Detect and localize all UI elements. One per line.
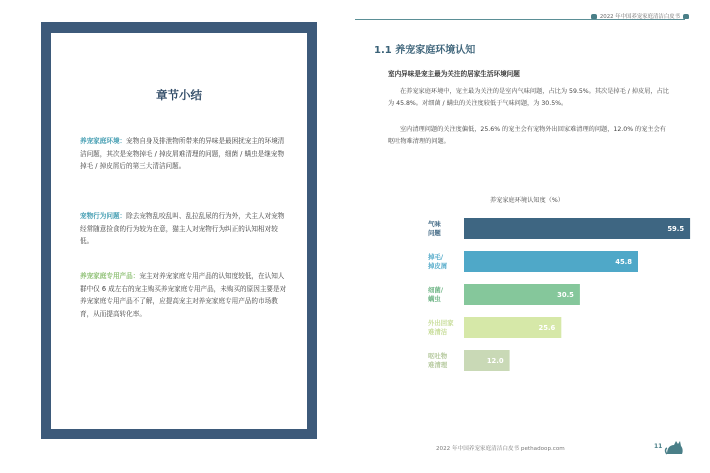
bar-value-label-3: 25.6 — [538, 324, 556, 332]
section-title: 1.1 养宠家庭环境认知 — [374, 45, 476, 56]
chapter-summary-title: 章节小结 — [156, 88, 202, 102]
summary-text-products: 宠主对养宠家庭专用产品的认知度较低，在认知人群中仅 6 成左右的宠主购买养宠家庭专用产品，未购买的原因主要是对养宠家庭专用产品不了解，应提高宠主对养宠家庭专用产品的市场教育，从而提高转化率。 — [80, 272, 287, 318]
category-label-1-0: 掉毛/ — [428, 253, 444, 261]
bar-0 — [464, 218, 690, 239]
summary-label-behavior: 宠物行为问题： — [80, 212, 127, 220]
section-subtitle: 室内异味是宠主最为关注的居家生活环境问题 — [388, 70, 520, 78]
category-label-0-0: 气味 — [428, 220, 441, 228]
category-label-2-0: 细菌/ — [428, 286, 444, 294]
page-number: 11 — [654, 443, 663, 450]
category-label-3-0: 外出回家 — [428, 319, 454, 327]
summary-text-environment: 宠物自身及排泄物所带来的异味是最困扰宠主的环境清洁问题，其次是宠物掉毛 / 掉皮屑难清理的问题，细菌 / 螨虫是继宠物掉毛 / 掉皮屑后的第三大清洁问题。 — [80, 137, 285, 171]
category-label-4-1: 难清理 — [428, 361, 448, 369]
bar-value-label-2: 30.5 — [557, 291, 574, 299]
footer-text: 2022 年中国养宠家庭清洁白皮书 pethadoop.com — [436, 446, 565, 452]
cat-icon — [664, 437, 686, 455]
bar-1 — [464, 251, 638, 272]
running-header-title: 2022 年中国养宠家庭清洁白皮书 — [599, 14, 680, 20]
summary-text-behavior: 除去宠物乱咬乱叫、乱拉乱尿的行为外，犬主人对宠物经常随意捡食的行为较为在意，猫主人对宠物行为纠正的认知相对较低。 — [80, 212, 285, 246]
summary-label-products: 养宠家庭专用产品： — [80, 272, 140, 280]
bar-value-label-4: 12.0 — [486, 357, 504, 365]
chart-title: 养宠家庭环境认知度（%） — [490, 197, 564, 204]
category-label-0-1: 问题 — [428, 229, 441, 237]
summary-label-environment: 养宠家庭环境： — [80, 137, 127, 145]
category-label-2-1: 螨虫 — [428, 295, 441, 303]
bar-value-label-0: 59.5 — [667, 225, 685, 233]
category-label-3-1: 难清洁 — [428, 328, 448, 336]
body-paragraph-2: 室内清理问题的关注度偏低，25.6% 的宠主会有宠物外出回家难清理的问题，12.0% 的宠主会有呕吐物难清理的问题。 — [388, 126, 666, 146]
category-label-4-0: 呕吐物 — [428, 352, 448, 360]
category-label-1-1: 掉皮屑 — [428, 262, 448, 270]
bar-value-label-1: 45.8 — [615, 258, 632, 266]
body-paragraph-1: 在养宠家庭环境中，宠主最为关注的是室内气味问题，占比为 59.5%。其次是掉毛 / 掉皮屑，占比为 45.8%。对细菌 / 螨虫的关注度较低于气味问题，为 30.5%。 — [388, 88, 669, 108]
